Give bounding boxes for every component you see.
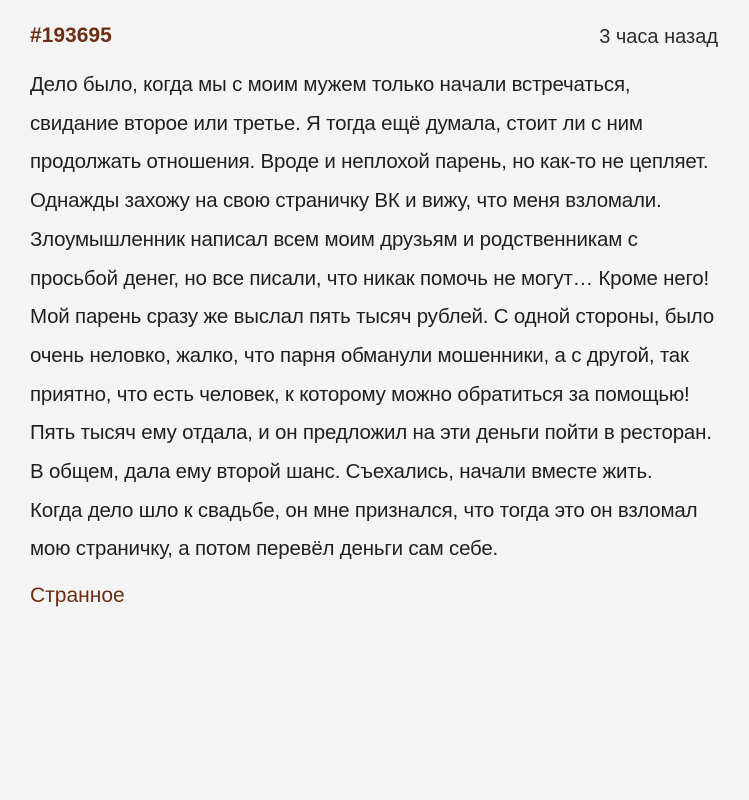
- post-id[interactable]: #193695: [30, 24, 112, 47]
- story-paragraph: Когда дело шло к свадьбе, он мне признался, что тогда это он взломал мою страничку, а потом перевёл деньги сам себе.: [30, 498, 698, 561]
- story-header: [30, 20, 719, 56]
- post-timestamp: 3 часа назад: [599, 26, 718, 48]
- story-body: [30, 66, 719, 569]
- story-paragraph: Однажды захожу на свою страничку ВК и вижу, что меня взломали. Злоумышленник написал всем моим друзьям и родственникам с просьбой денег, но все писали, что никак помочь не могут… Кроме него! Мой парень сразу же выслал пять тысяч рублей. С одной стороны, было очень неловко, жалко, что парня обманули мошенники, а с другой, так приятно, что есть человек, к которому можно обратиться за помощью! Пять тысяч ему отдала, и он предложил на эти деньги пойти в ресторан. В общем, дала ему второй шанс. Съехались, начали вместе жить.: [30, 189, 715, 484]
- category-tag-link[interactable]: Странное: [30, 584, 125, 608]
- story-paragraph: Дело было, когда мы с моим мужем только начали встречаться, свидание второе или третье. Я тогда ещё думала, стоит ли с ним продолжать отношения. Вроде и неплохой парень, но как-то не цепляет.: [30, 73, 709, 174]
